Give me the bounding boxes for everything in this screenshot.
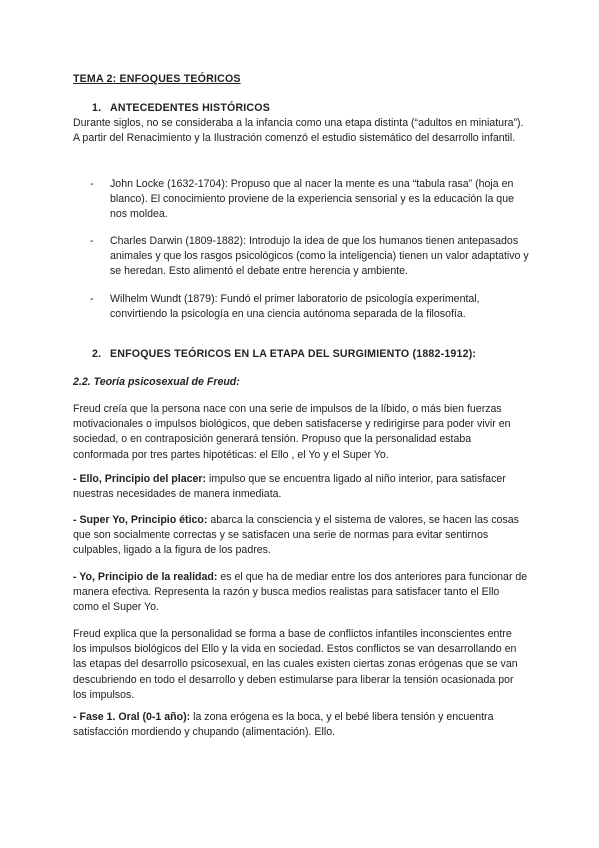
- fase-1-text: la zona erógena es la boca, y el bebé libera tensión y encuentra satisfacción mordiendo y chupando (alimentación). Ello.: [73, 711, 494, 739]
- bullet-text: John Locke (1632-1704): Propuso que al nacer la mente es una “tabula rasa” (hoja en blanco). El conocimiento proviene de la experiencia sensorial y es la educación la que nos moldea.: [110, 178, 514, 221]
- fase-1-paragraph: [73, 710, 528, 740]
- yo-label: - Yo, Principio de la realidad:: [73, 571, 218, 583]
- freud-paragraph-1: Freud creía que la persona nace con una serie de impulsos de la líbido, o más bien fuerzas motivacionales o impulsos biológicos, que deben satisfacerse y redirigirse para poder vivir en sociedad, o en contraposición generará tensión. Propuso que la personalidad estaba conformada por tres partes hipotéticas: el Ello , el Yo y el Super Yo.: [73, 403, 511, 461]
- section-1-number: 1.: [92, 102, 102, 114]
- bullet-text: Charles Darwin (1809-1882): Introdujo la idea de que los humanos tienen antepasados animales y que los rasgos psicológicos (como la inteligencia) tienen un valor adaptativo y se heredan. Esto alimentó el debate entre herencia y ambiente.: [110, 235, 529, 278]
- fase-1-label: - Fase 1. Oral (0-1 año):: [73, 711, 191, 723]
- bullet-dash: -: [90, 235, 94, 247]
- document-title: TEMA 2: ENFOQUES TEÓRICOS: [73, 73, 241, 85]
- freud-paragraph-2: Freud explica que la personalidad se forma a base de conflictos infantiles inconscientes entre los impulsos biológicos del Ello y la vida en sociedad. Estos conflictos se van desarrollando en las etapas del desarrollo psicosexual, en las cuales existen ciertas zonas erógenas que se van descubriendo en todo el desarrollo y deben estimularse para liberar la tensión ocasionada por los impulsos.: [73, 628, 518, 701]
- superyo-text: abarca la consciencia y el sistema de valores, se hacen las cosas que son socialmente correctas y se satisfacen una serie de normas para evitar sentirnos culpables, ligado a la figura de los padres.: [73, 514, 519, 557]
- bullet-dash: -: [90, 178, 94, 190]
- subsection-heading: 2.2. Teoría psicosexual de Freud:: [73, 376, 240, 388]
- bullet-locke: [90, 177, 530, 223]
- yo-paragraph: [73, 570, 528, 616]
- bullet-text: Wilhelm Wundt (1879): Fundó el primer laboratorio de psicología experimental, convirtiendo la psicología en una ciencia autónoma separada de la filosofía.: [110, 293, 480, 321]
- yo-text: es el que ha de mediar entre los dos anteriores para funcionar de manera efectiva. Representa la razón y busca medios realistas para satisfacer tanto el Ello como el Super Yo.: [73, 571, 528, 614]
- section-2-title: ENFOQUES TEÓRICOS EN LA ETAPA DEL SURGIMIENTO (1882-1912):: [110, 348, 477, 360]
- bullet-wundt: [90, 292, 530, 322]
- section-2-number: 2.: [92, 348, 102, 360]
- bullet-dash: -: [90, 293, 94, 305]
- ello-paragraph: [73, 472, 528, 502]
- section-1-heading: [92, 101, 547, 116]
- section-2-heading: [92, 347, 532, 362]
- bullet-darwin: [90, 234, 530, 280]
- superyo-label: - Super Yo, Principio ético:: [73, 514, 208, 526]
- ello-text: impulso que se encuentra ligado al niño interior, para satisfacer nuestras necesidades de manera inmediata.: [73, 473, 506, 501]
- superyo-paragraph: [73, 513, 528, 559]
- ello-label: - Ello, Principio del placer:: [73, 473, 207, 485]
- section-1-intro: Durante siglos, no se consideraba a la infancia como una etapa distinta (“adultos en miniatura”). A partir del Renacimiento y la Ilustración comenzó el estudio sistemático del desarrollo infantil.: [73, 117, 524, 145]
- section-1-title: ANTECEDENTES HISTÓRICOS: [110, 102, 270, 114]
